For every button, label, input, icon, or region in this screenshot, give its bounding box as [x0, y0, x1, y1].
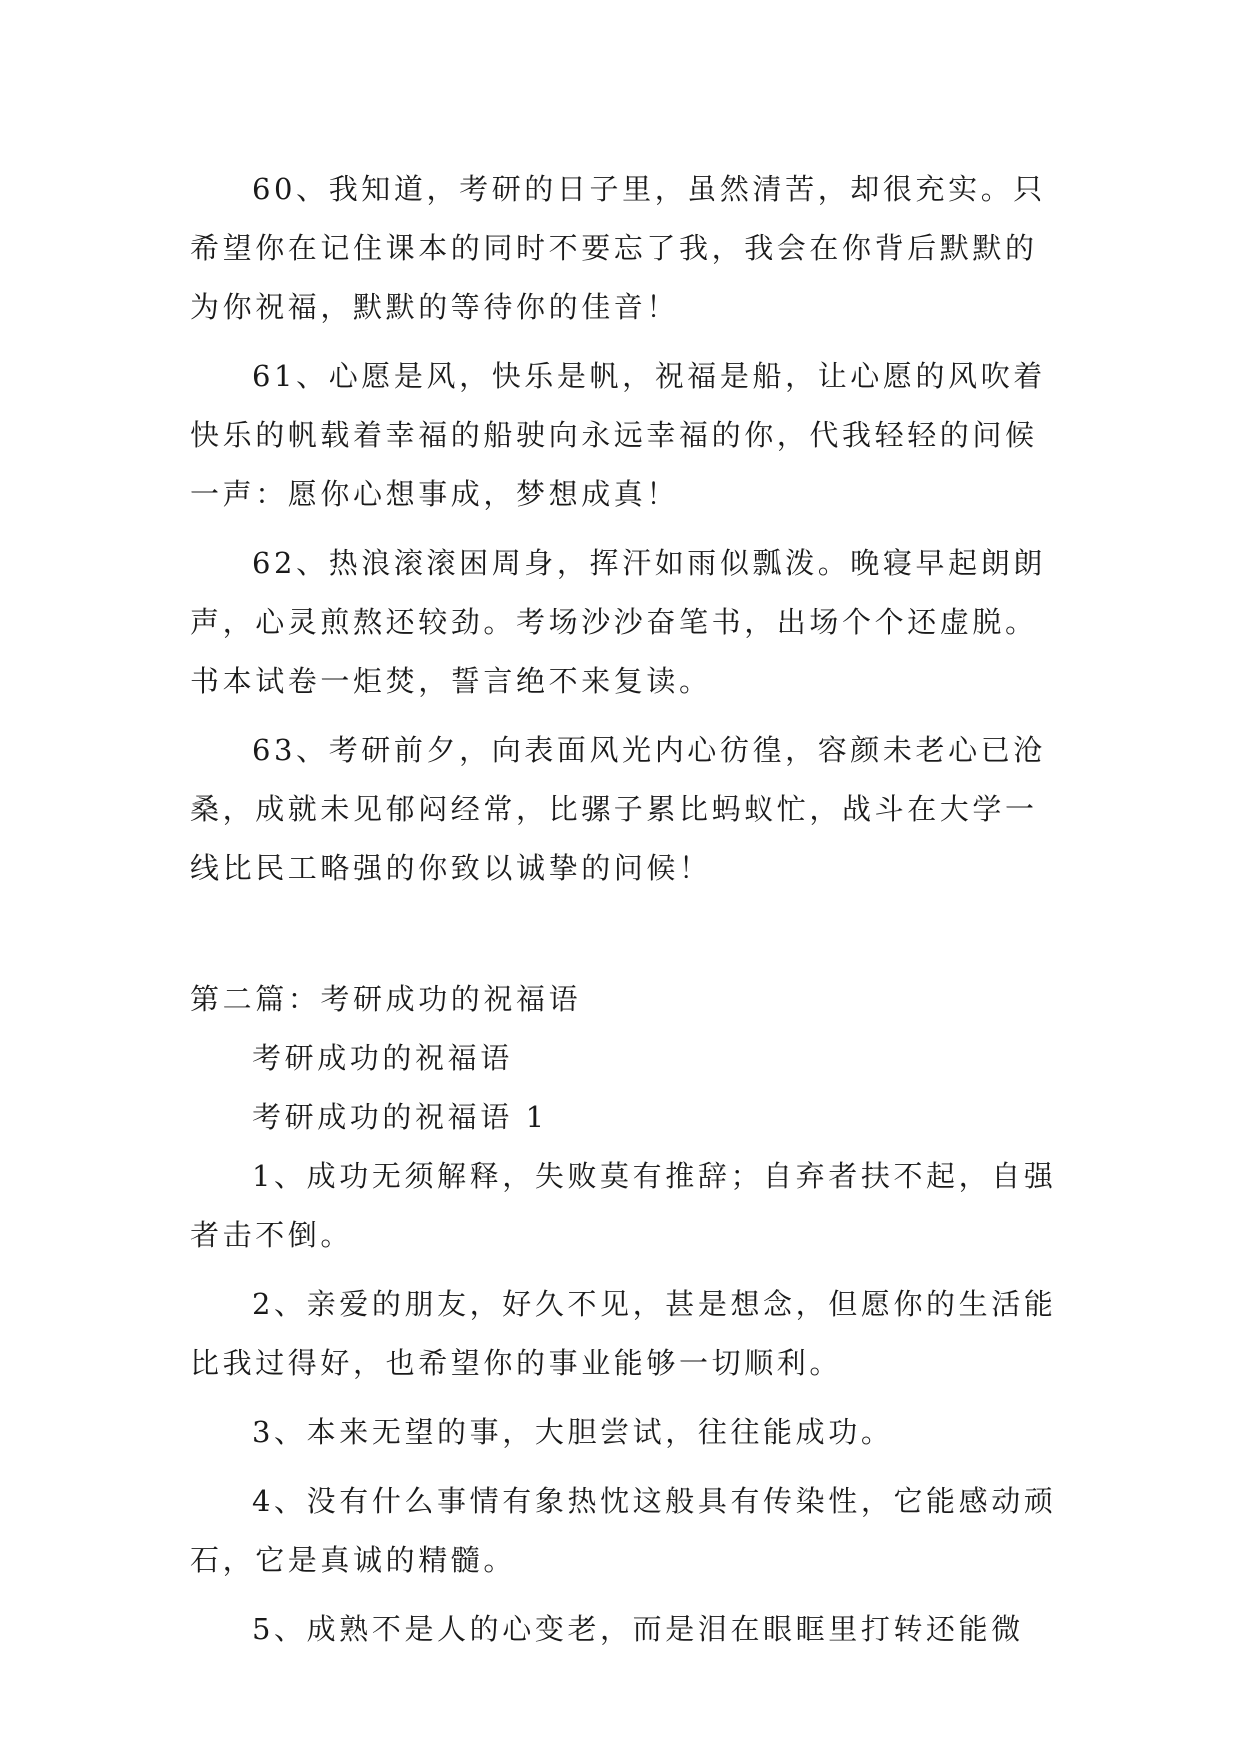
- subtitle: 考研成功的祝福语: [252, 1041, 513, 1075]
- subtitle-numbered: 考研成功的祝福语 1: [252, 1100, 548, 1134]
- paragraph-61: 61、心愿是风，快乐是帆，祝福是船，让心愿的风吹着快乐的帆载着幸福的船驶向永远幸福的你，代我轻轻的问候一声：愿你心想事成，梦想成真！: [190, 359, 1046, 511]
- paragraph-62: 62、热浪滚滚困周身，挥汗如雨似瓢泼。晚寝早起朗朗声，心灵煎熬还较劲。考场沙沙奋笔书，出场个个还虚脱。书本试卷一炬焚，誓言绝不来复读。: [190, 546, 1046, 698]
- document-page: [190, 160, 1060, 1659]
- paragraph-4: 4、没有什么事情有象热忱这般具有传染性，它能感动顽石，它是真诚的精髓。: [190, 1484, 1057, 1577]
- paragraph-2: 2、亲爱的朋友，好久不见，甚是想念，但愿你的生活能比我过得好，也希望你的事业能够一切顺利。: [190, 1287, 1057, 1380]
- paragraph-1: 1、成功无须解释，失败莫有推辞；自弃者扶不起，自强者击不倒。: [190, 1159, 1057, 1252]
- paragraph-5: 5、成熟不是人的心变老，而是泪在眼眶里打转还能微: [252, 1612, 1024, 1646]
- paragraph-60: 60、我知道，考研的日子里，虽然清苦，却很充实。只希望你在记住课本的同时不要忘了我，我会在你背后默默的为你祝福，默默的等待你的佳音！: [190, 172, 1046, 324]
- section-title: 第二篇：考研成功的祝福语: [190, 982, 582, 1016]
- paragraph-3: 3、本来无望的事，大胆尝试，往往能成功。: [252, 1415, 894, 1449]
- paragraph-63: 63、考研前夕，向表面风光内心彷徨，容颜未老心已沧桑，成就未见郁闷经常，比骡子累比蚂蚁忙，战斗在大学一线比民工略强的你致以诚挚的问候！: [190, 733, 1046, 885]
